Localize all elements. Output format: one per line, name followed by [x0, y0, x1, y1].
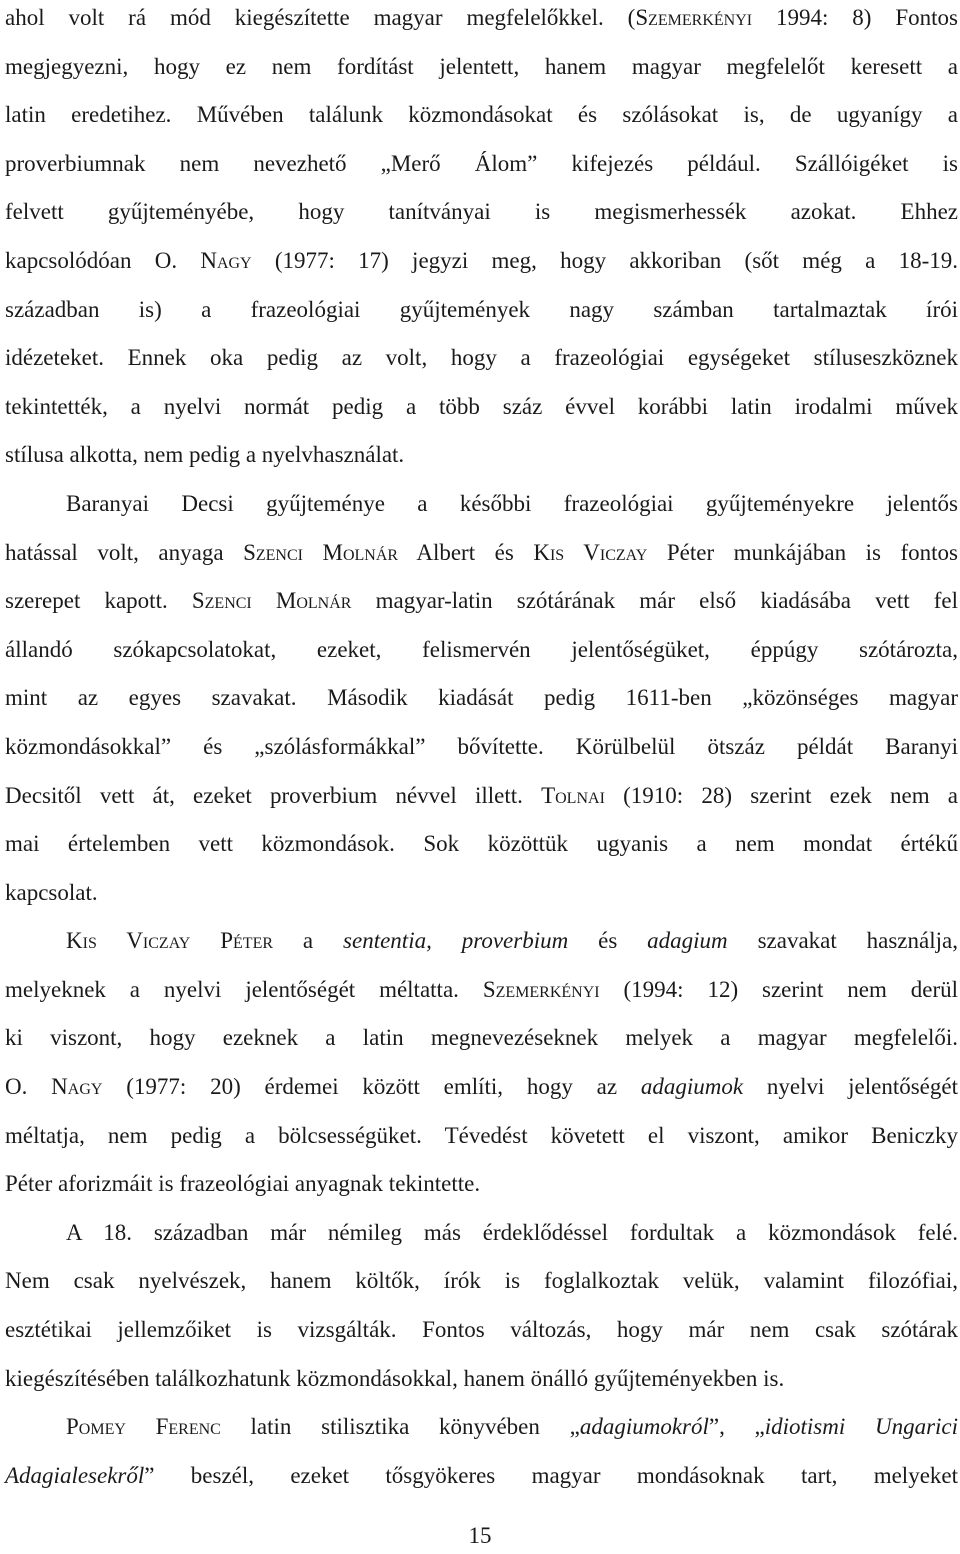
text-segment: állandó szókapcsolatokat, ezeket, felismervén jelentőségüket, éppúgy szótározta, [5, 636, 958, 662]
text-line [5, 286, 958, 335]
text-segment: stílusa alkotta, nem pedig a nyelvhasználat. [5, 442, 405, 468]
text-line [5, 0, 958, 43]
text-segment: esztétikai jellemzőiket is vizsgálták. Fontos változás, hogy már nem csak szótárak [5, 1317, 958, 1343]
text-line [5, 966, 958, 1015]
text-segment: felvett gyűjteményébe, hogy tanítványai is megismerhessék azokat. Ehhez [5, 199, 958, 225]
text-segment: ”, „ [708, 1414, 765, 1440]
text-segment: hatással volt, anyaga [5, 539, 244, 565]
text-segment: században is) a frazeológiai gyűjtemények nagy számban tartalmaztak írói [5, 296, 958, 322]
author-name: Nagy [200, 247, 252, 273]
author-name: Szemerkényi [482, 976, 600, 1002]
text-line [5, 1209, 958, 1258]
text-segment: mai értelemben vett közmondások. Sok közöttük ugyanis a nem mondat értékű [5, 831, 958, 857]
italic-term: adagiumokról [579, 1414, 709, 1440]
text-line [5, 1452, 958, 1501]
text-segment: szavakat használja, [727, 928, 958, 954]
text-segment: O. [5, 1074, 52, 1100]
author-name: Kis Viczay Péter [66, 928, 274, 954]
text-line [5, 1014, 958, 1063]
author-name: Tolnai [541, 782, 605, 808]
text-segment: Péter munkájában is fontos [647, 539, 958, 565]
text-line [5, 577, 958, 626]
author-name: Szemerkényi [635, 5, 753, 30]
text-line [5, 383, 958, 432]
author-name: Szenci Molnár [191, 588, 352, 614]
text-line [5, 91, 958, 140]
author-name: Nagy [51, 1074, 103, 1100]
text-segment: ahol volt rá mód kiegészítette magyar megfelelőkkel. ( [5, 5, 636, 30]
text-segment: Nem csak nyelvészek, hanem költők, írók is foglalkoztak velük, valamint filozófiai, [5, 1268, 958, 1294]
text-segment: és [568, 928, 648, 954]
italic-term: Adagialesekről [5, 1462, 145, 1488]
text-line [5, 188, 958, 237]
text-segment: Péter aforizmáit is frazeológiai anyagnak tekintette. [5, 1171, 481, 1197]
text-segment: kapcsolódóan O. [5, 247, 201, 273]
text-segment: Baranyai Decsi gyűjteménye a későbbi frazeológiai gyűjteményekre jelentős [66, 490, 958, 516]
text-segment: nyelvi jelentőségét [743, 1074, 958, 1100]
text-line [5, 43, 958, 92]
text-line [5, 626, 958, 675]
page-number: 15 [468, 1523, 492, 1548]
text-segment: 1994: 8) Fontos [752, 5, 958, 30]
author-name: Kis Viczay [533, 539, 648, 565]
text-segment: latin stilisztika könyvében „ [220, 1414, 580, 1440]
text-segment: kiegészítésében találkozhatunk közmondásokkal, hanem önálló gyűjteményekben is. [5, 1365, 785, 1391]
text-line [5, 1063, 958, 1112]
italic-term: sententia, proverbium [343, 928, 569, 954]
text-segment: megjegyezni, hogy ez nem fordítást jelentett, hanem magyar megfelelőt keresett a [5, 53, 958, 79]
text-segment: (1977: 20) érdemei között említi, hogy az [102, 1074, 641, 1100]
author-name: Pomey Ferenc [66, 1414, 221, 1440]
text-segment: idézeteket. Ennek oka pedig az volt, hogy a frazeológiai egységeket stíluseszköznek [5, 345, 958, 371]
text-line [5, 772, 958, 821]
text-segment: Albert és [398, 539, 534, 565]
text-line [5, 1306, 958, 1355]
text-segment: ” beszél, ezeket tősgyökeres magyar mondásoknak tart, melyeket [144, 1462, 958, 1488]
author-name: Szenci Molnár [243, 539, 399, 565]
text-line [5, 1257, 958, 1306]
text-line [5, 869, 958, 918]
text-segment: (1910: 28) szerint ezek nem a [604, 782, 959, 808]
text-segment: kapcsolat. [5, 879, 98, 905]
text-line [5, 431, 958, 480]
text-segment: A 18. században már némileg más érdeklődéssel fordultak a közmondások felé. [66, 1219, 958, 1245]
text-line [5, 674, 958, 723]
text-line [5, 140, 958, 189]
text-segment: a [273, 928, 344, 954]
text-line [5, 1112, 958, 1161]
text-line [5, 529, 958, 578]
text-segment: melyeknek a nyelvi jelentőségét méltatta. [5, 976, 483, 1002]
text-segment: ki viszont, hogy ezeknek a latin megnevezéseknek melyek a magyar megfelelői. [5, 1025, 958, 1051]
text-segment: (1994: 12) szerint nem derül [599, 976, 958, 1002]
text-segment: tekintették, a nyelvi normát pedig a több száz évvel korábbi latin irodalmi művek [5, 393, 958, 419]
text-segment: szerepet kapott. [5, 588, 192, 614]
text-segment: latin eredetihez. Művében találunk közmondásokat és szólásokat is, de ugyanígy a [5, 102, 958, 128]
italic-term: adagiumok [640, 1074, 744, 1100]
text-line [5, 723, 958, 772]
text-segment: proverbiumnak nem nevezhető „Merő Álom” kifejezés például. Szállóigéket is [5, 150, 958, 176]
text-line [5, 1355, 958, 1404]
body-text [5, 0, 958, 1500]
text-segment: méltatja, nem pedig a bölcsességüket. Tévedést követett el viszont, amikor Beniczky [5, 1122, 958, 1148]
text-segment: magyar-latin szótárának már első kiadásába vett fel [351, 588, 959, 614]
text-segment: közmondásokkal” és „szólásformákkal” bővítette. Körülbelül ötszáz példát Baranyi [5, 733, 958, 759]
text-line [5, 334, 958, 383]
text-line [5, 1160, 958, 1209]
text-line [5, 1403, 958, 1452]
text-segment: mint az egyes szavakat. Második kiadását pedig 1611-ben „közönséges magyar [5, 685, 958, 711]
text-line [5, 237, 958, 286]
italic-term: idiotismi Ungarici [764, 1414, 959, 1440]
text-line [5, 480, 958, 529]
text-segment: (1977: 17) jegyzi meg, hogy akkoriban (sőt még a 18-19. [251, 247, 959, 273]
text-segment: Decsitől vett át, ezeket proverbium névvel illett. [5, 782, 542, 808]
italic-term: adagium [647, 928, 728, 954]
text-line [5, 917, 958, 966]
text-line [5, 820, 958, 869]
